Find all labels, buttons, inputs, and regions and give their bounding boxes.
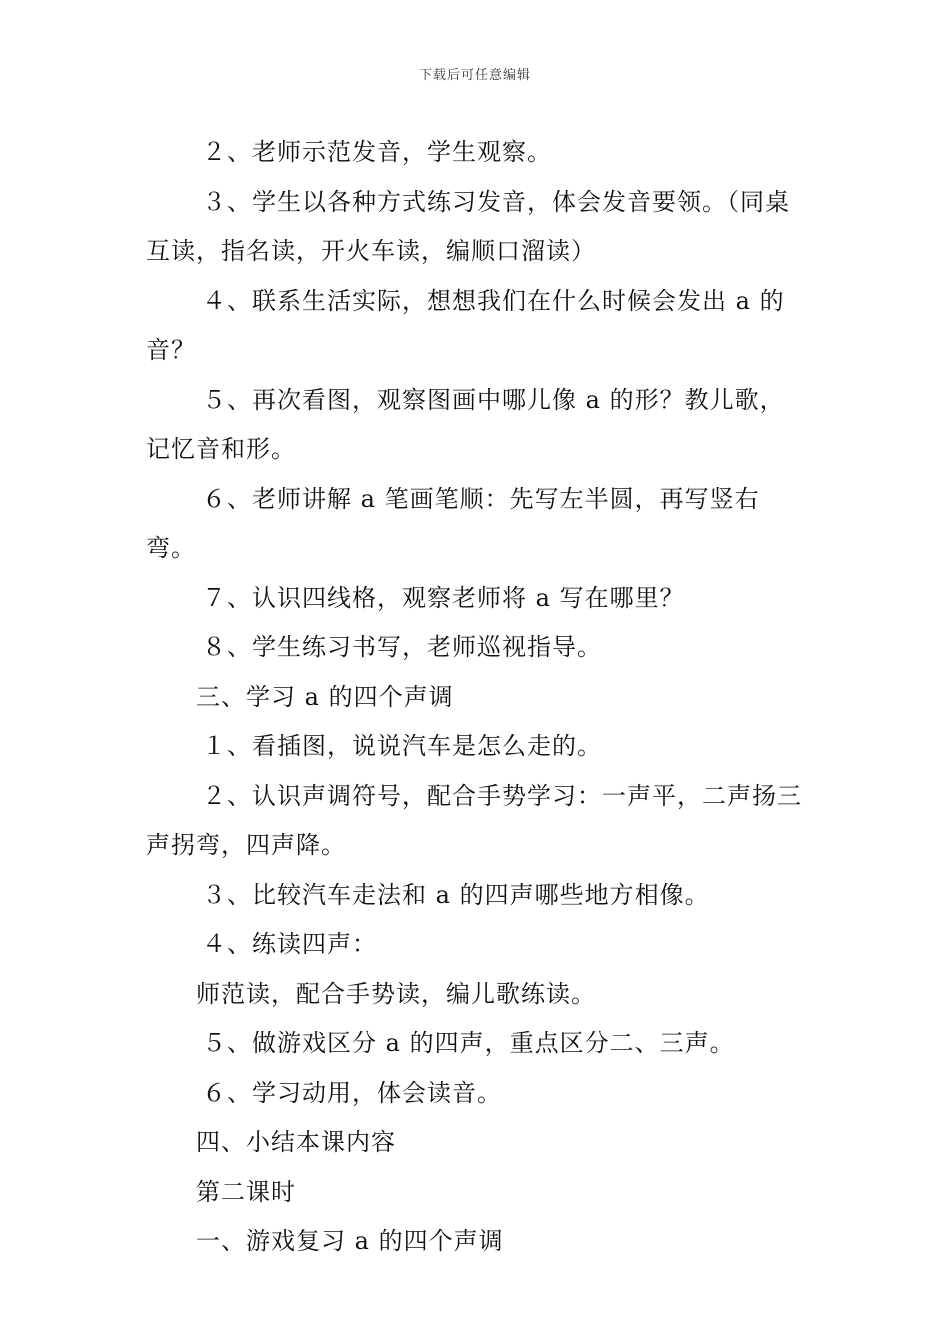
paragraph-step-7: ７、认识四线格，观察老师将 a 写在哪里？ xyxy=(202,583,685,612)
section-heading-four: 四、小结本课内容 xyxy=(196,1128,396,1156)
paragraph-step-5: ５、再次看图，观察图画中哪儿像 a 的形？教儿歌，记忆音和形。 xyxy=(146,385,785,463)
paragraph-tone-step-5: ５、做游戏区分 a 的四声，重点区分二、三声。 xyxy=(202,1029,735,1057)
document-body xyxy=(146,128,806,1267)
paragraph-step-3: ３、学生以各种方式练习发音，体会发音要领。（同桌互读，指名读，开火车读，编顺口溜读） xyxy=(146,187,790,265)
paragraph-tone-step-1: １、看插图，说说汽车是怎么走的。 xyxy=(202,732,602,760)
paragraph-tone-step-2: ２、认识声调符号，配合手势学习：一声平，二声扬三声拐弯，四声降。 xyxy=(146,781,802,859)
section-heading-three: 三、学习 a 的四个声调 xyxy=(196,682,454,711)
paragraph-tone-practice: 师范读，配合手势读，编儿歌练读。 xyxy=(196,979,596,1008)
paragraph-step-4: ４、联系生活实际，想想我们在什么时候会发出 a 的音？ xyxy=(146,286,785,364)
paragraph-step-6: ６、老师讲解 a 笔画笔顺：先写左半圆，再写竖右弯。 xyxy=(146,484,760,562)
paragraph-tone-step-6: ６、学习动用，体会读音。 xyxy=(202,1078,502,1107)
paragraph-step-8: ８、学生练习书写，老师巡视指导。 xyxy=(202,633,602,661)
section-heading-one: 一、游戏复习 a 的四个声调 xyxy=(196,1227,504,1255)
paragraph-tone-step-4: ４、练读四声： xyxy=(202,930,377,958)
paragraph-tone-step-3: ３、比较汽车走法和 a 的四声哪些地方相像。 xyxy=(202,880,710,909)
paragraph-step-2: ２、老师示范发音，学生观察。 xyxy=(202,138,552,166)
page-header: 下载后可任意编辑 xyxy=(418,68,531,83)
lesson-two-heading: 第二课时 xyxy=(196,1177,296,1206)
